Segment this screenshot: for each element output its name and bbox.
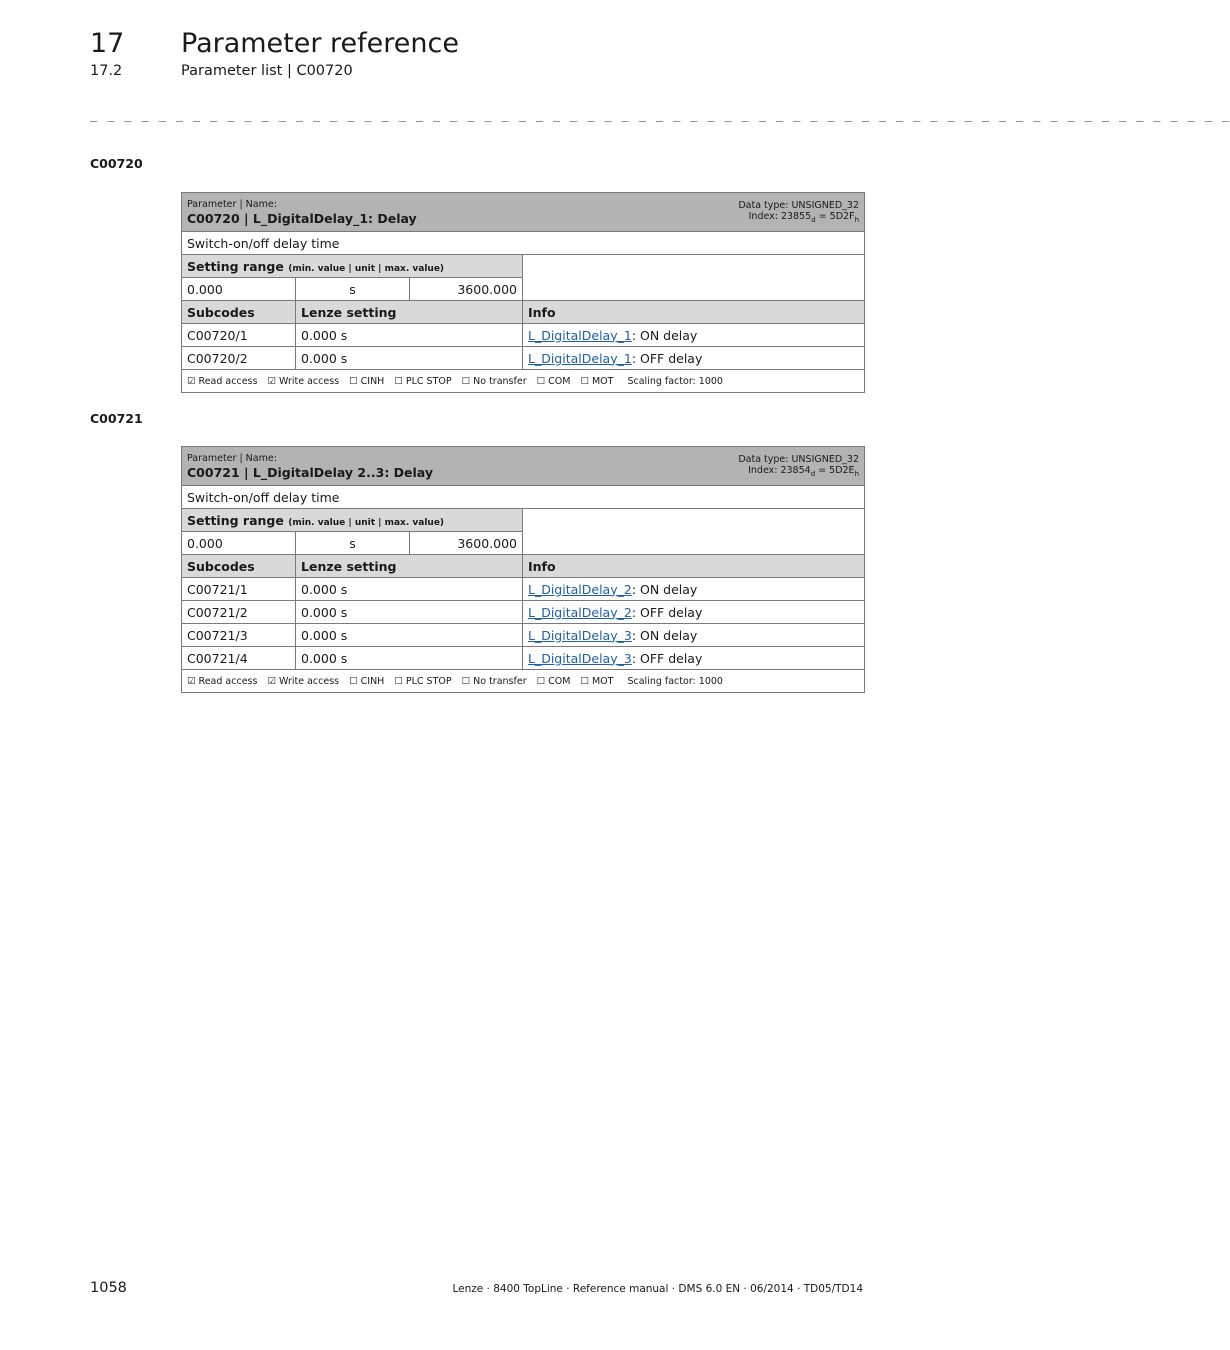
min-value: 0.000 [182,278,296,301]
flag-mot: ☐ MOT [580,375,614,387]
table-row [182,578,865,601]
subcode: C00721/1 [182,578,296,601]
param-index: Index: $23854_d = 5D2E_h$ [748,465,859,478]
param-heading: C00721 [90,411,143,426]
lenze-setting: 0.000 s [296,324,523,347]
param-name: C00721 | L_DigitalDelay 2..3: Delay [187,465,434,480]
flag-no-transfer: ☐ No transfer [461,675,527,687]
info-link[interactable]: L_DigitalDelay_3 [528,650,632,666]
subcode: C00720/1 [182,324,296,347]
table-row [182,647,865,670]
info-cell: L_DigitalDelay_1: ON delay [523,324,865,347]
param-description: Switch-on/off delay time [182,232,865,255]
param-name-label: Parameter | Name: [187,453,277,464]
max-value: 3600.000 [410,278,523,301]
flag-no-transfer: ☐ No transfer [461,375,527,387]
lenze-setting: 0.000 s [296,647,523,670]
min-value: 0.000 [182,532,296,555]
table-row [182,347,865,370]
table-row [182,624,865,647]
lenze-setting: 0.000 s [296,347,523,370]
flag-mot: ☐ MOT [580,675,614,687]
info-link[interactable]: L_DigitalDelay_3 [528,627,632,643]
param-index: Index: $23855_d = 5D2F_h$ [748,211,859,224]
col-lenze-setting: Lenze setting [296,555,523,578]
unit: s [296,278,410,301]
col-subcodes: Subcodes [182,555,296,578]
param-header [182,447,865,486]
setting-range-header: Setting range (min. value | unit | max. value) [182,509,523,532]
scaling-factor: Scaling factor: 1000 [627,675,723,687]
flag-read-access: ☑ Read access [187,675,258,687]
col-info: Info [523,555,865,578]
flag-plc-stop: ☐ PLC STOP [394,375,452,387]
table-row [182,324,865,347]
info-cell: L_DigitalDelay_1: OFF delay [523,347,865,370]
flag-com: ☐ COM [536,675,571,687]
data-type: Data type: UNSIGNED_32 [738,200,859,211]
setting-range-header: Setting range (min. value | unit | max. value) [182,255,523,278]
data-type: Data type: UNSIGNED_32 [738,454,859,465]
lenze-setting: 0.000 s [296,624,523,647]
param-name: C00720 | L_DigitalDelay_1: Delay [187,211,417,226]
subcode: C00721/4 [182,647,296,670]
parameter-table [181,446,865,693]
flag-cinh: ☐ CINH [349,375,385,387]
info-link[interactable]: L_DigitalDelay_1 [528,327,632,343]
subcode: C00720/2 [182,347,296,370]
max-value: 3600.000 [410,532,523,555]
info-link[interactable]: L_DigitalDelay_2 [528,604,632,620]
col-info: Info [523,301,865,324]
info-cell: L_DigitalDelay_2: ON delay [523,578,865,601]
lenze-setting: 0.000 s [296,601,523,624]
page-number: 1058 [90,1280,127,1296]
section-title: Parameter list | C00720 [181,63,353,79]
unit: s [296,532,410,555]
flag-write-access: ☑ Write access [267,675,340,687]
access-flags [182,370,865,393]
table-row [182,601,865,624]
scaling-factor: Scaling factor: 1000 [627,375,723,387]
access-flags [182,670,865,693]
info-cell: L_DigitalDelay_3: OFF delay [523,647,865,670]
document-reference: Lenze · 8400 TopLine · Reference manual · DMS 6.0 EN · 06/2014 · TD05/TD14 [452,1283,863,1295]
chapter-title: Parameter reference [181,28,459,59]
param-header [182,193,865,232]
chapter-number: 17 [90,28,125,59]
flag-cinh: ☐ CINH [349,675,385,687]
flag-plc-stop: ☐ PLC STOP [394,675,452,687]
subcode: C00721/3 [182,624,296,647]
setting-range-blank [523,509,865,555]
setting-range-blank [523,255,865,301]
param-name-label: Parameter | Name: [187,199,277,210]
subcode: C00721/2 [182,601,296,624]
param-description: Switch-on/off delay time [182,486,865,509]
section-number: 17.2 [90,63,123,79]
col-subcodes: Subcodes [182,301,296,324]
lenze-setting: 0.000 s [296,578,523,601]
col-lenze-setting: Lenze setting [296,301,523,324]
header-separator: _ _ _ _ _ _ _ _ _ _ _ _ _ _ _ _ _ _ _ _ _ _ _ _ _ _ _ _ _ _ _ _ _ _ _ _ _ _ _ _ _ _ _ _ _ _ _ _ _ _ _ _ _ _ _ _ _ _ _ _ _ _ _ _ _ _ _ [90,108,1230,122]
flag-read-access: ☑ Read access [187,375,258,387]
flag-com: ☐ COM [536,375,571,387]
param-heading: C00720 [90,156,143,171]
parameter-table [181,192,865,393]
info-link[interactable]: L_DigitalDelay_1 [528,350,632,366]
flag-write-access: ☑ Write access [267,375,340,387]
info-link[interactable]: L_DigitalDelay_2 [528,581,632,597]
info-cell: L_DigitalDelay_3: ON delay [523,624,865,647]
info-cell: L_DigitalDelay_2: OFF delay [523,601,865,624]
